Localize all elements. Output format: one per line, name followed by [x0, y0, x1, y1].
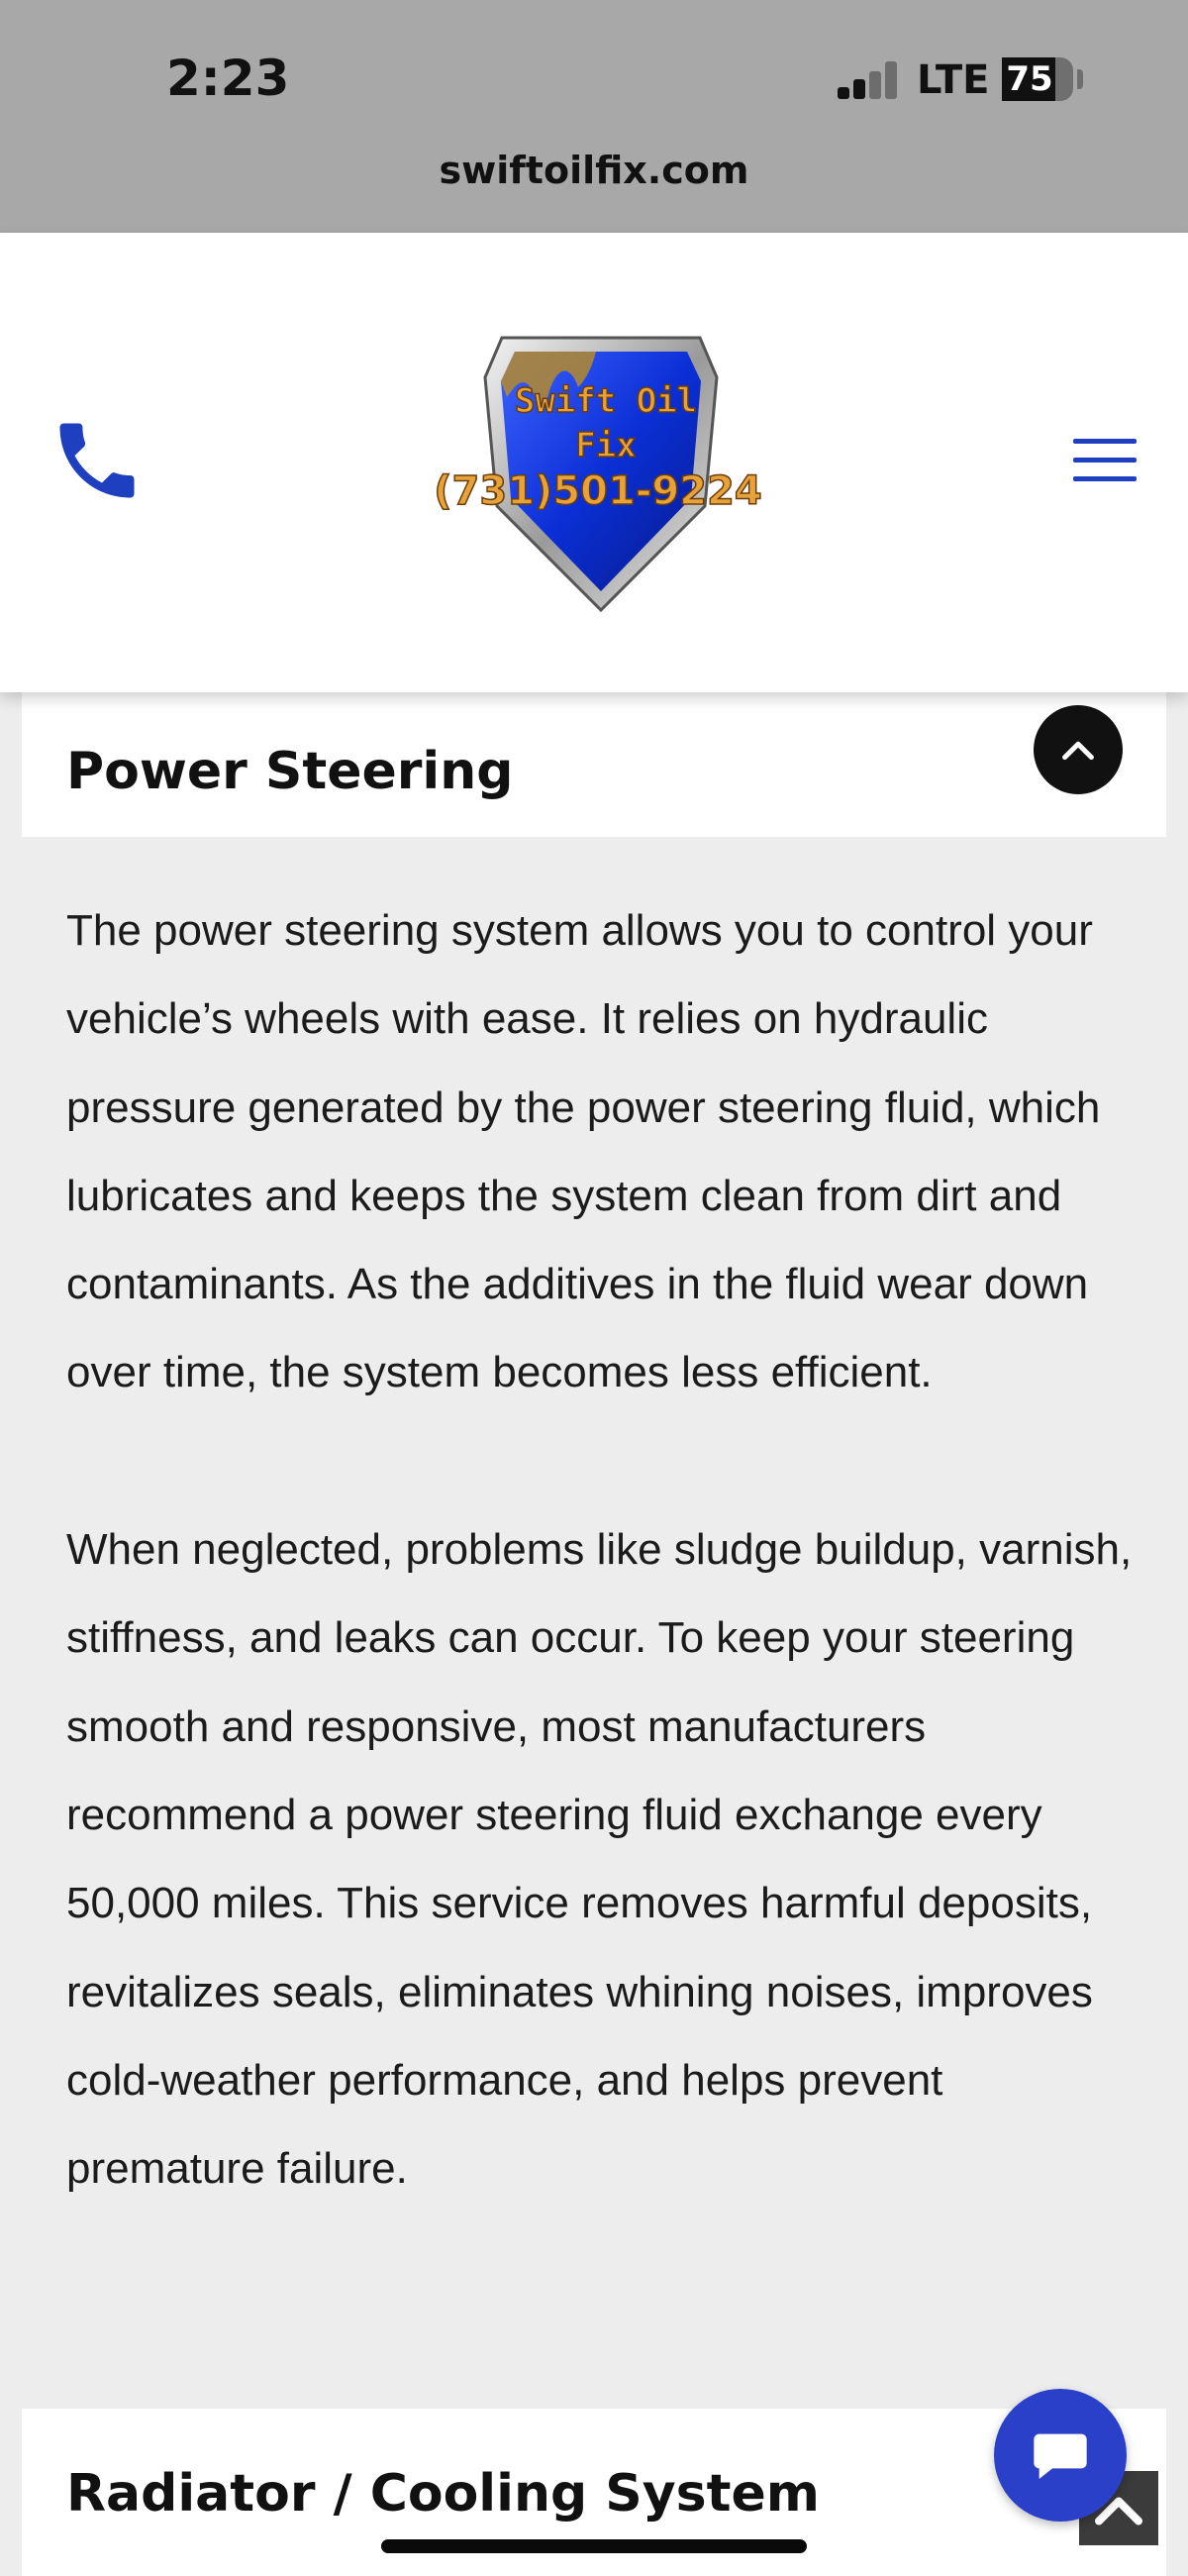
address-bar-url[interactable]: swiftoilfix.com [439, 149, 749, 192]
logo-name-line1: Swift Oil [514, 381, 698, 421]
logo-phone: (731)501-9224 [434, 468, 762, 514]
chevron-up-icon [1055, 727, 1101, 773]
accordion-toggle-button[interactable] [1034, 705, 1123, 794]
site-header [0, 233, 1188, 692]
accordion-title: Power Steering [66, 742, 514, 801]
phone-icon[interactable] [48, 411, 147, 510]
content-paragraph: The power steering system allows you to control your vehicle’s wheels with ease. It relies on hydraulic pressure generated by the power steering fluid, which lubricates and keeps the system clean from dirt and contaminants. As the additives in the fluid wear down over time, the system becomes less efficient. [66, 906, 1101, 1397]
status-time: 2:23 [166, 50, 290, 107]
battery-icon [1002, 57, 1073, 101]
content-paragraph: When neglected, problems like sludge buildup, varnish, stiffness, and leaks can occur. To keep your steering smooth and responsive, most manufacturers recommend a power steering fluid exchange every 50,000 miles. This service removes harmful deposits, revitalizes seals, eliminates whining noises, improves cold-weather performance, and helps prevent premature failure. [66, 1525, 1133, 2194]
home-indicator[interactable] [381, 2539, 807, 2553]
hamburger-menu-icon[interactable] [1073, 439, 1137, 482]
status-bar [0, 0, 1188, 233]
battery-tip [1077, 69, 1083, 89]
accordion-header-power-steering[interactable] [22, 692, 1166, 837]
network-type: LTE [917, 57, 990, 103]
chat-bubble-icon [1029, 2423, 1092, 2487]
battery-percent: 75 [1006, 59, 1053, 99]
chat-button[interactable] [994, 2389, 1127, 2522]
cellular-signal-icon [838, 61, 899, 99]
accordion-title: Radiator / Cooling System [66, 2464, 820, 2524]
logo-name-line2: Fix [575, 426, 637, 465]
accordion-content-power-steering [66, 886, 1145, 2213]
site-logo[interactable] [434, 318, 762, 615]
